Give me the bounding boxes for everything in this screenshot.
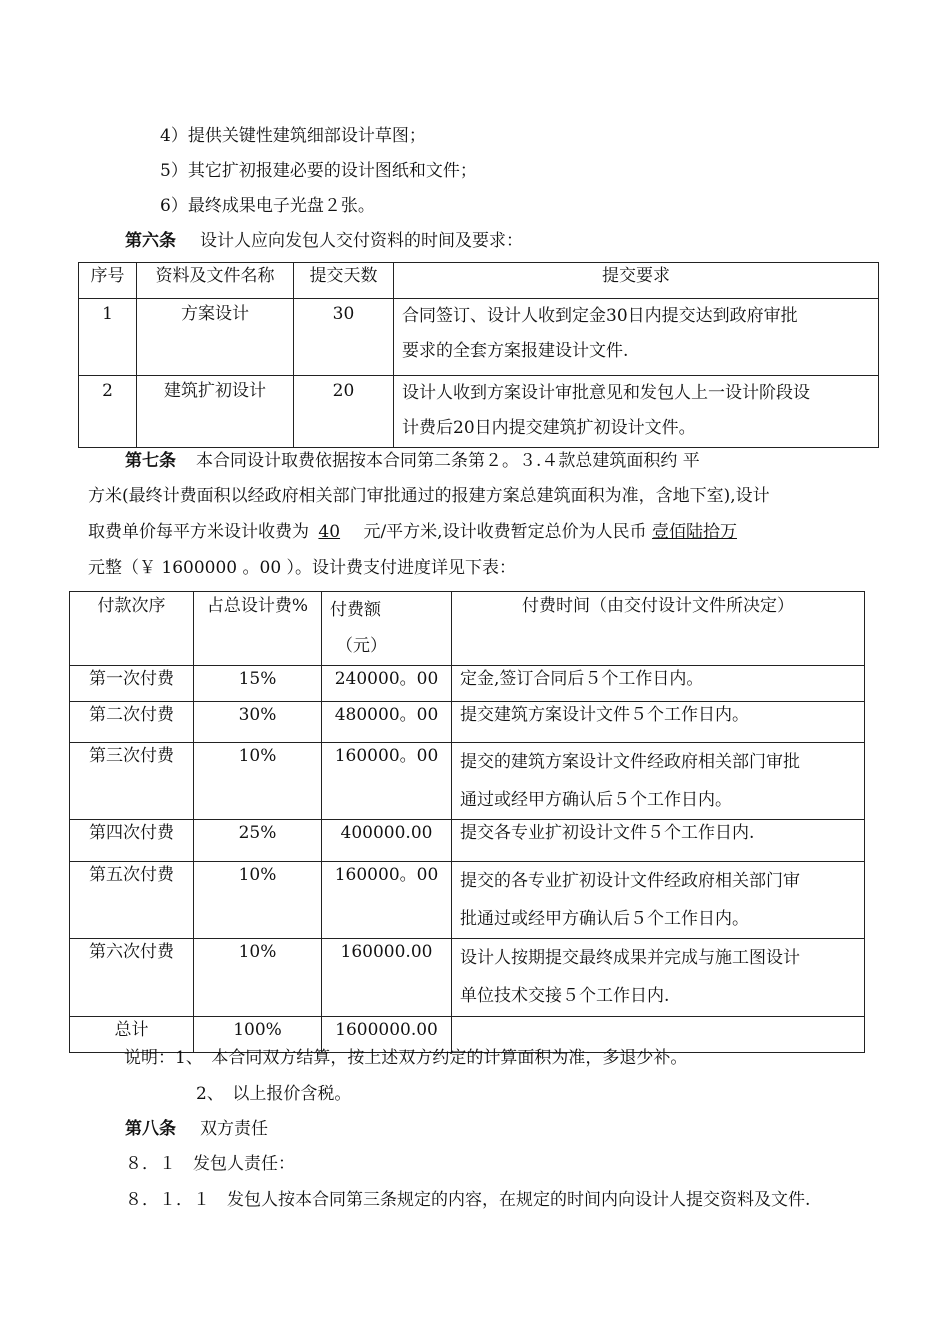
payment-percent: 15% — [194, 666, 322, 702]
article-7-text: 本合同设计取费依据按本合同第二条第２。３.４款总建筑面积约 平 — [196, 451, 700, 471]
requirement-line: 计费后20日内提交建筑扩初设计文件。 — [402, 418, 696, 438]
table-row — [70, 820, 865, 862]
payment-time — [452, 743, 865, 820]
row-days: 20 — [294, 376, 394, 448]
payment-time-line: 批通过或经甲方确认后５个工作日内。 — [460, 909, 749, 929]
row-no: 1 — [79, 299, 137, 376]
list-item-4: 4）提供关键性建筑细部设计草图； — [160, 126, 426, 146]
payment-order: 第四次付费 — [70, 820, 194, 862]
row-days: 30 — [294, 299, 394, 376]
payment-time — [452, 862, 865, 939]
row-name: 建筑扩初设计 — [137, 376, 294, 448]
requirement-line: 合同签订、设计人收到定金30日内提交达到政府审批 — [402, 306, 798, 326]
payment-percent: 10% — [194, 743, 322, 820]
section-8-1: ８．１ 发包人责任： — [125, 1154, 295, 1174]
payment-amount: 400000.00 — [322, 820, 452, 862]
header-requirement: 提交要求 — [394, 263, 879, 299]
table-header-row — [79, 263, 879, 299]
payment-time-line: 通过或经甲方确认后５个工作日内。 — [460, 790, 732, 810]
article-8 — [125, 1117, 268, 1141]
unit-price: 40 — [318, 522, 341, 542]
header-time: 付费时间（由交付设计文件所决定） — [452, 592, 865, 666]
payment-schedule-table — [69, 591, 865, 1053]
payment-time — [452, 939, 865, 1017]
article-6-text: 设计人应向发包人交付资料的时间及要求： — [200, 231, 523, 251]
article-6-label: 第六条 — [125, 231, 176, 251]
table-row — [79, 376, 879, 448]
payment-percent: 10% — [194, 939, 322, 1017]
header-amount — [322, 592, 452, 666]
payment-time: 提交建筑方案设计文件５个工作日内。 — [452, 702, 865, 743]
article-7-line-2: 方米(最终计费面积以经政府相关部门审批通过的报建方案总建筑面积为准，含地下室),设计 — [88, 486, 770, 506]
header-name: 资料及文件名称 — [137, 263, 294, 299]
header-days: 提交天数 — [294, 263, 394, 299]
total-amount-chinese: 壹佰陆拾万 — [652, 522, 737, 542]
payment-amount: 480000。00 — [322, 702, 452, 743]
payment-time-line: 提交的各专业扩初设计文件经政府相关部门审 — [460, 871, 800, 891]
total-amount: 1600000.00 — [322, 1017, 452, 1053]
header-no: 序号 — [79, 263, 137, 299]
payment-percent: 25% — [194, 820, 322, 862]
payment-order: 第五次付费 — [70, 862, 194, 939]
header-amount-unit: （元） — [336, 636, 387, 656]
row-requirement — [394, 299, 879, 376]
header-order: 付款次序 — [70, 592, 194, 666]
table-header-row — [70, 592, 865, 666]
table-row — [70, 666, 865, 702]
payment-amount: 240000。00 — [322, 666, 452, 702]
payment-time-line: 单位技术交接５个工作日内. — [460, 986, 670, 1006]
note-1: 说明：1、 本合同双方结算，按上述双方约定的计算面积为准，多退少补。 — [124, 1048, 688, 1068]
payment-percent: 10% — [194, 862, 322, 939]
payment-time: 定金,签订合同后５个工作日内。 — [452, 666, 865, 702]
article-7-line-3 — [88, 520, 737, 544]
section-8-1-1: ８．１．１ 发包人按本合同第三条规定的内容，在规定的时间内向设计人提交资料及文件. — [125, 1190, 811, 1210]
payment-order: 第六次付费 — [70, 939, 194, 1017]
row-requirement — [394, 376, 879, 448]
payment-order: 第三次付费 — [70, 743, 194, 820]
requirement-line: 设计人收到方案设计审批意见和发包人上一设计阶段设 — [402, 383, 810, 403]
payment-amount: 160000。00 — [322, 862, 452, 939]
table-row — [70, 939, 865, 1017]
price-suffix: 元/平方米,设计收费暂定总价为人民币 — [358, 522, 652, 542]
list-item-6: 6）最终成果电子光盘２张。 — [160, 196, 375, 216]
table-row — [70, 702, 865, 743]
header-amount-line: 付费额 — [330, 600, 381, 620]
article-7-line-4: 元整（￥ 1600000 。00 ）。设计费支付进度详见下表： — [88, 558, 517, 578]
article-6 — [125, 229, 523, 253]
price-prefix: 取费单价每平方米设计收费为 — [88, 522, 315, 542]
payment-amount: 160000.00 — [322, 939, 452, 1017]
payment-time: 提交各专业扩初设计文件５个工作日内. — [452, 820, 865, 862]
article-8-label: 第八条 — [125, 1119, 176, 1139]
total-percent: 100% — [194, 1017, 322, 1053]
article-8-text: 双方责任 — [200, 1119, 268, 1139]
deliverables-table — [78, 262, 879, 448]
table-row — [79, 299, 879, 376]
list-item-5: 5）其它扩初报建必要的设计图纸和文件； — [160, 161, 477, 181]
note-2: 2、 以上报价含税。 — [196, 1084, 352, 1104]
payment-time-line: 提交的建筑方案设计文件经政府相关部门审批 — [460, 752, 800, 772]
requirement-line: 要求的全套方案报建设计文件. — [402, 341, 629, 361]
payment-percent: 30% — [194, 702, 322, 743]
row-no: 2 — [79, 376, 137, 448]
table-row — [70, 862, 865, 939]
payment-order: 第一次付费 — [70, 666, 194, 702]
payment-order: 第二次付费 — [70, 702, 194, 743]
total-label: 总计 — [70, 1017, 194, 1053]
payment-amount: 160000。00 — [322, 743, 452, 820]
article-7-label: 第七条 — [125, 451, 176, 471]
table-row — [70, 743, 865, 820]
article-7-line-1 — [125, 449, 700, 473]
header-percent: 占总设计费% — [194, 592, 322, 666]
payment-time-line: 设计人按期提交最终成果并完成与施工图设计 — [460, 948, 800, 968]
row-name: 方案设计 — [137, 299, 294, 376]
